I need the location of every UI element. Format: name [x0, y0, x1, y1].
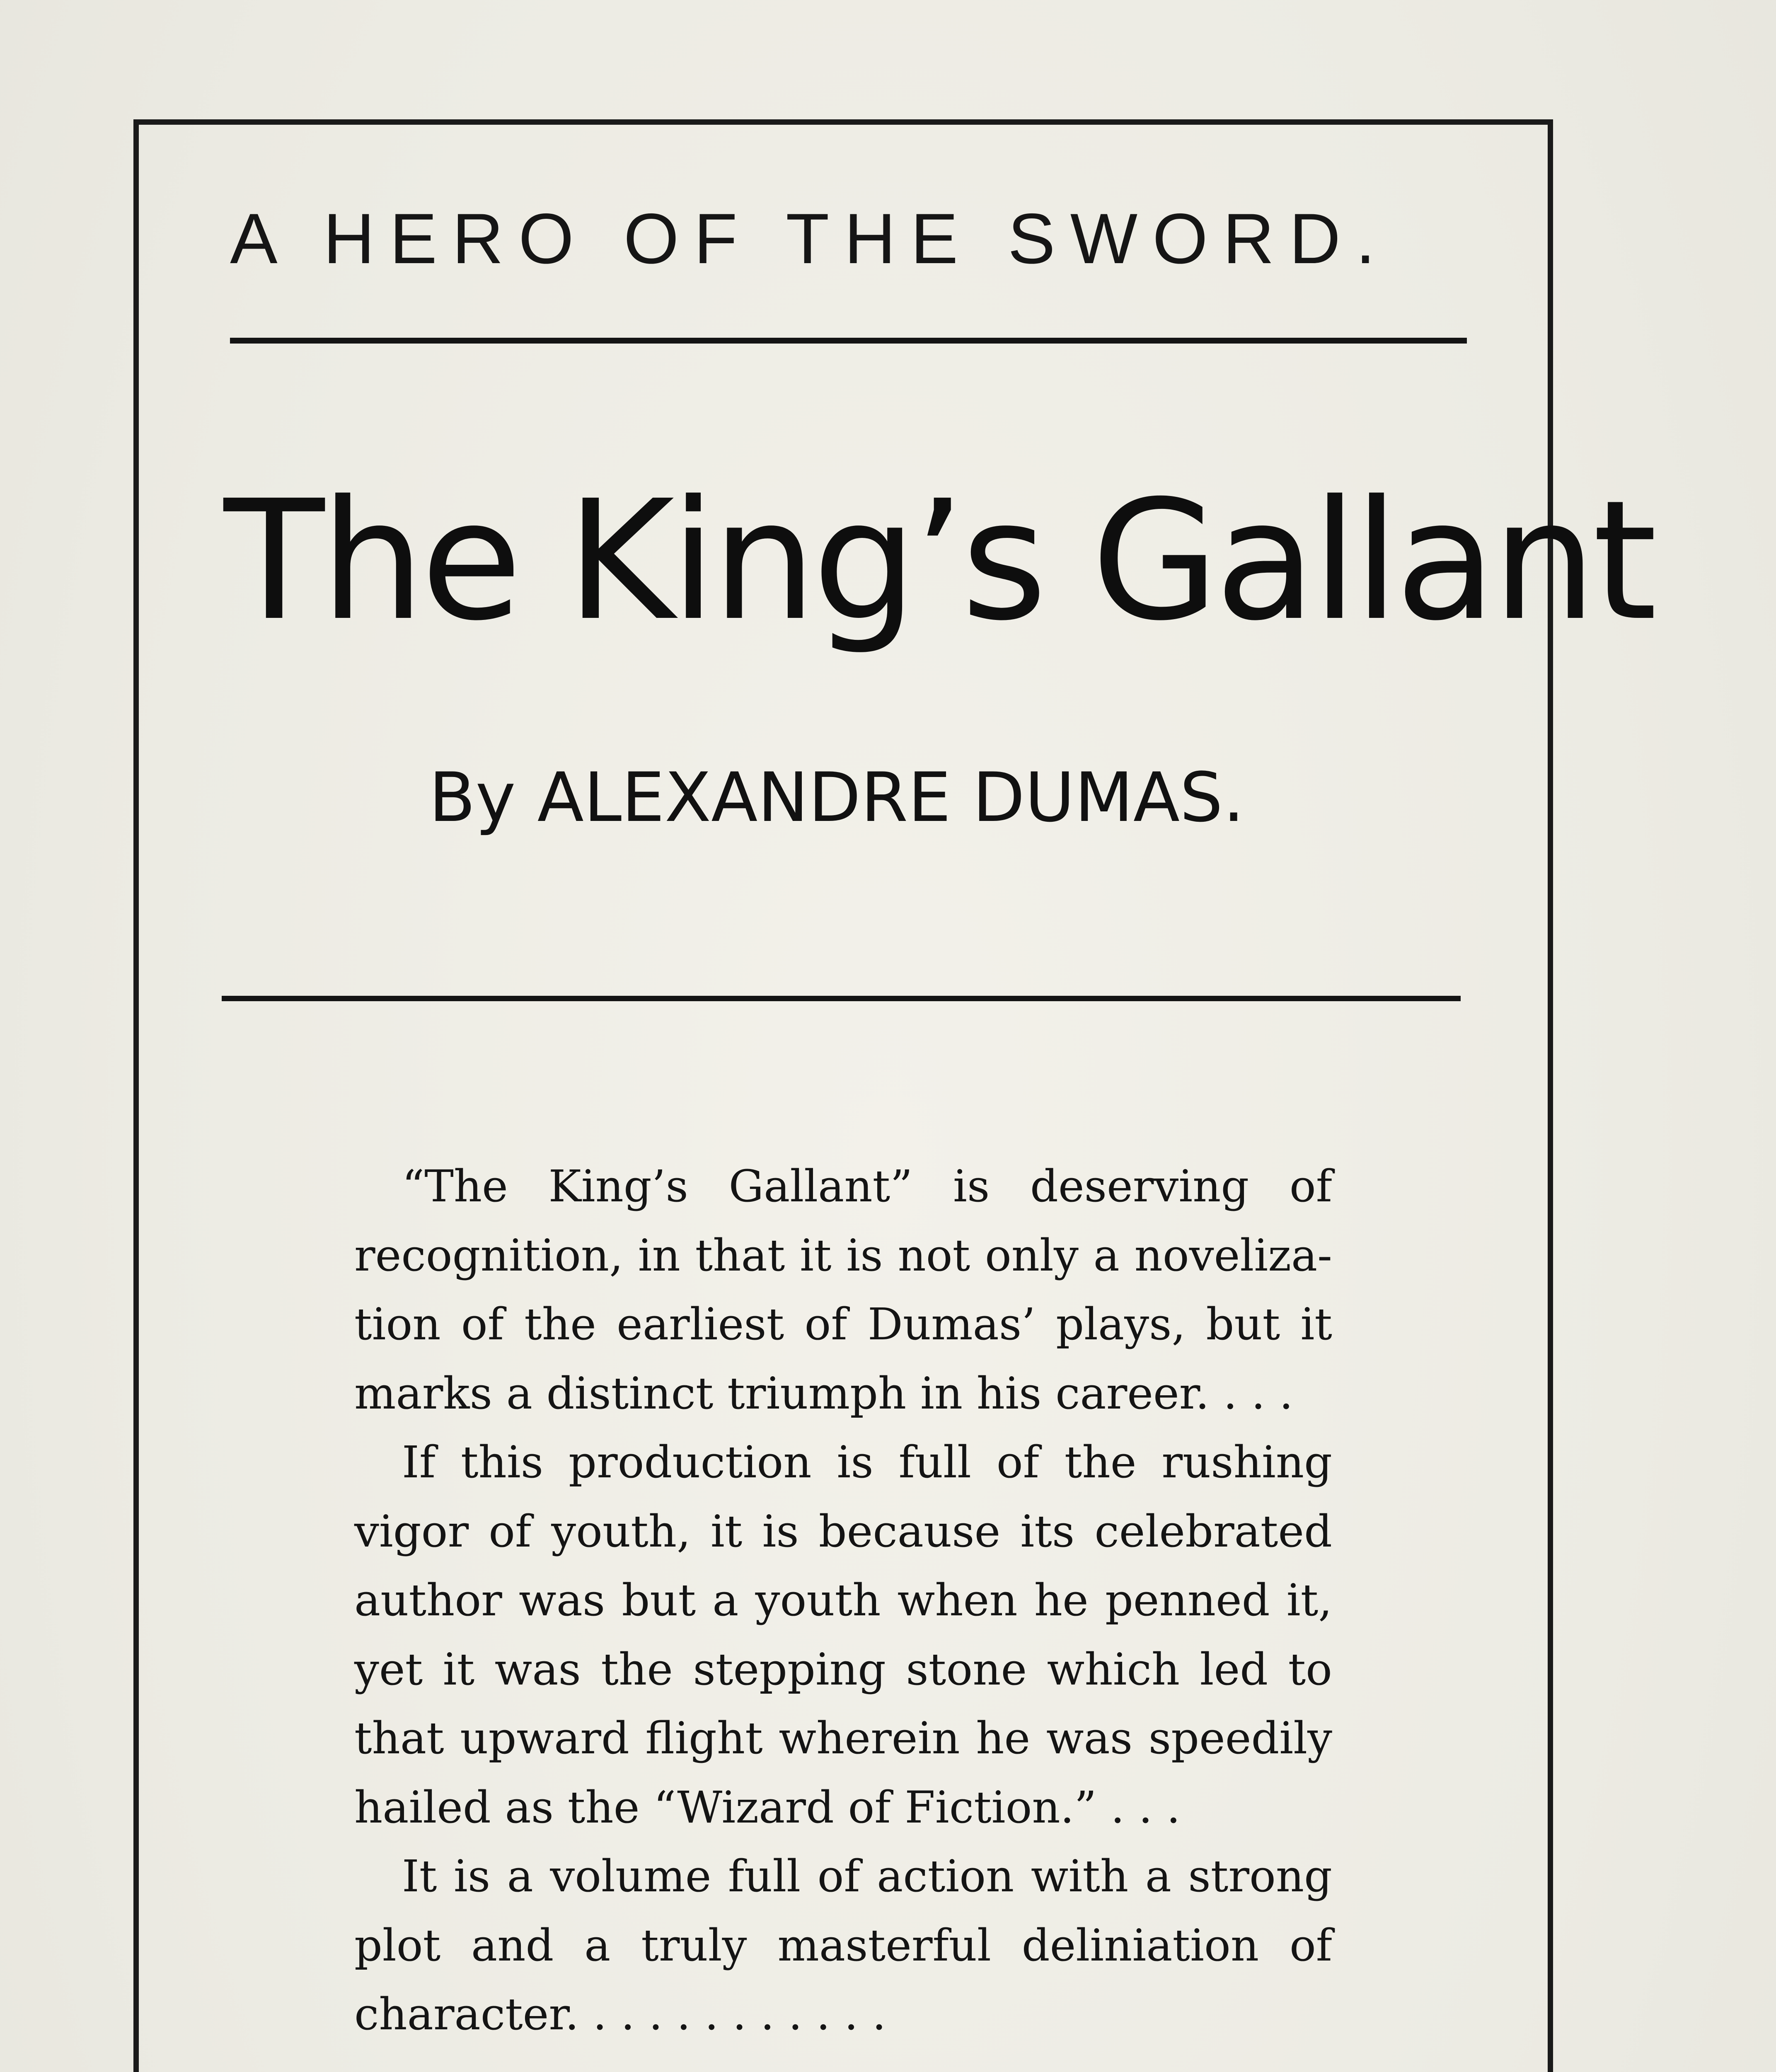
series-heading: A HERO OF THE SWORD. [230, 199, 1391, 278]
middle-rule [222, 996, 1461, 1001]
book-title: The King’s Gallant [224, 465, 1653, 657]
description-paragraph: If this production is full of the rushing vigor of youth, it is because its celebrated author was but a youth when he penned it, yet it was the stepping stone which led to that upward flight wherein he was speedily hailed as the “Wizard of Fiction.” . . . [354, 1437, 1332, 1833]
author-line: By ALEXANDRE DUMAS. [429, 758, 1245, 837]
book-description [354, 1152, 1332, 2049]
top-rule [230, 338, 1467, 344]
description-paragraph: “The King’s Gallant” is deserving of recognition, in that it is not only a noveliza- tion of the earliest of Dumas’ plays, but it marks a distinct triumph in his career. . . . [354, 1161, 1332, 1419]
description-paragraph: It is a volume full of action with a strong plot and a truly masterful deliniation of character. . . . . . . . . . . . [354, 1851, 1332, 2040]
